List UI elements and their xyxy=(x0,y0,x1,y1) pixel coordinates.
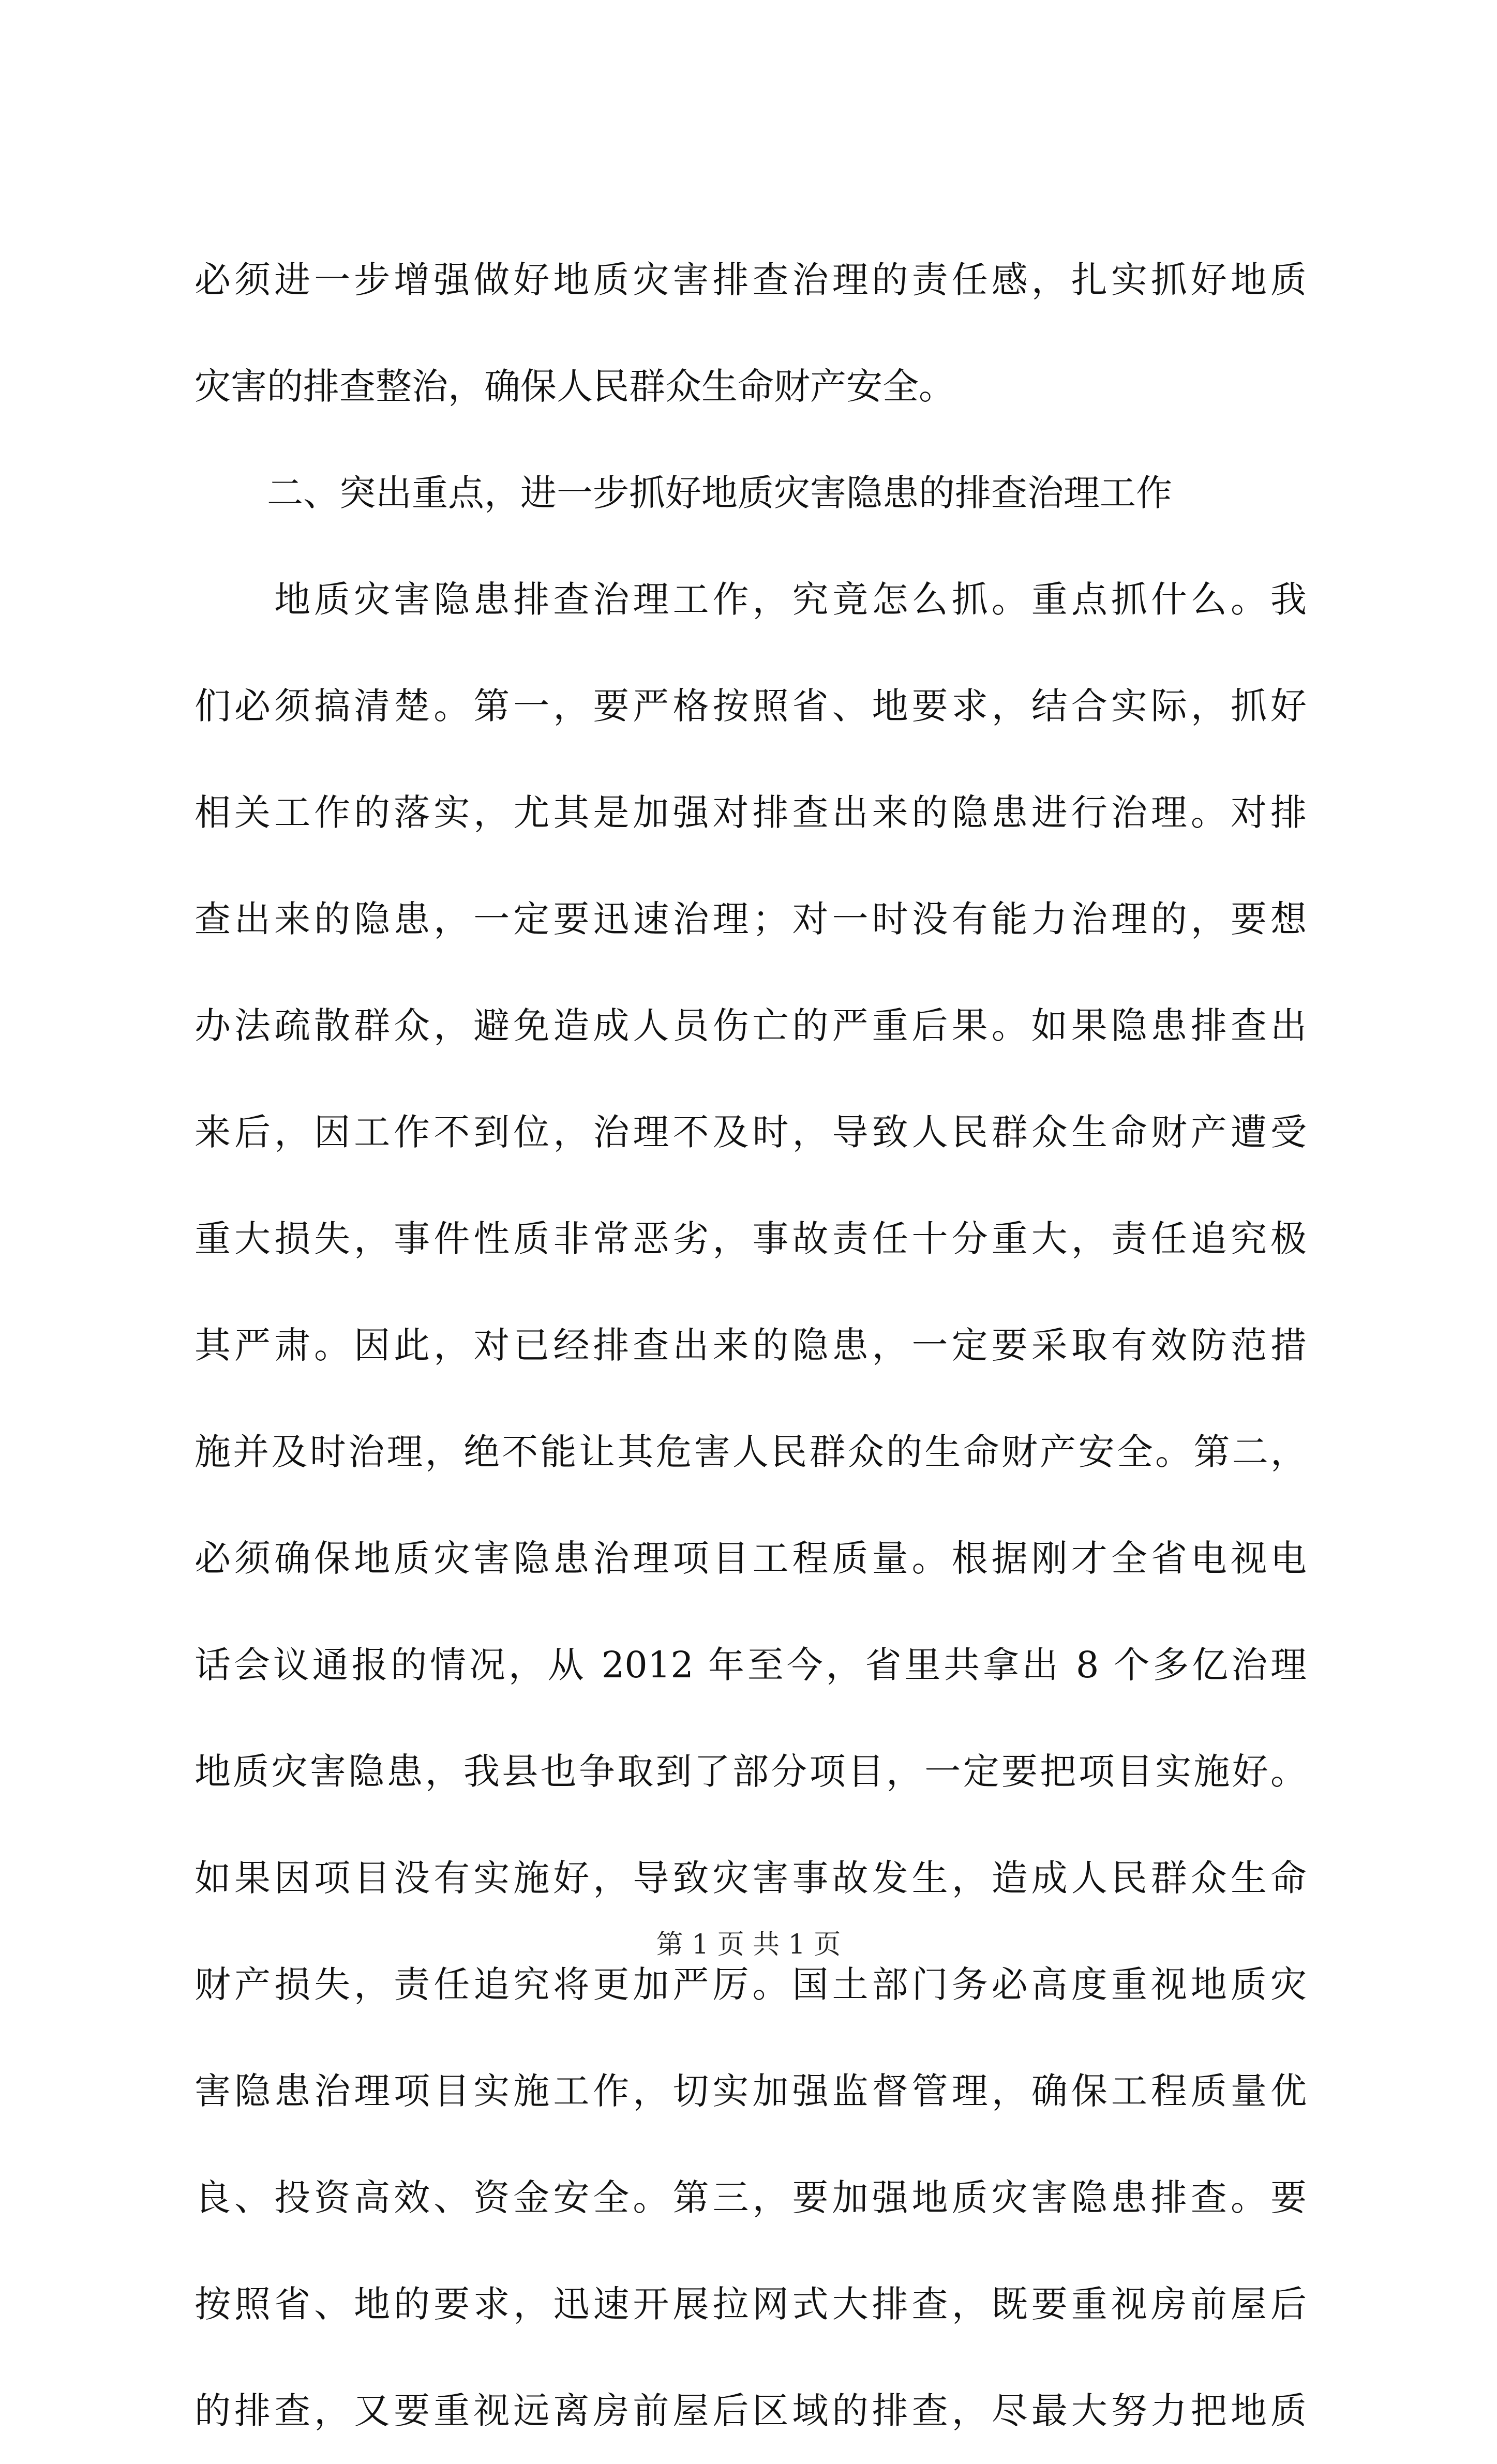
text-line: 话会议通报的情况，从 2012 年至今，省里共拿出 8 个多亿治理 xyxy=(194,1644,1307,1686)
text-line: 按照省、地的要求，迅速开展拉网式大排查，既要重视房前屋后 xyxy=(194,2283,1307,2325)
text-line: 办法疏散群众，避免造成人员伤亡的严重后果。如果隐患排查出 xyxy=(194,1004,1307,1047)
text-line: 施并及时治理，绝不能让其危害人民群众的生命财产安全。第二， xyxy=(194,1431,1307,1473)
text-line: 地质灾害隐患排查治理工作，究竟怎么抓。重点抓什么。我 xyxy=(194,578,1307,621)
document-body xyxy=(194,227,1307,2464)
text-line: 重大损失，事件性质非常恶劣，事故责任十分重大，责任追究极 xyxy=(194,1218,1307,1260)
text-line: 查出来的隐患，一定要迅速治理；对一时没有能力治理的，要想 xyxy=(194,898,1307,940)
page-footer: 第 1 页 共 1 页 xyxy=(656,1929,841,1960)
text-line: 必须进一步增强做好地质灾害排查治理的责任感，扎实抓好地质 xyxy=(194,259,1307,301)
text-line: 相关工作的落实，尤其是加强对排查出来的隐患进行治理。对排 xyxy=(194,791,1307,834)
text-line: 来后，因工作不到位，治理不及时，导致人民群众生命财产遭受 xyxy=(194,1111,1307,1153)
text-line: 的排查，又要重视远离房前屋后区域的排查，尽最大努力把地质 xyxy=(194,2390,1307,2432)
text-line: 们必须搞清楚。第一，要严格按照省、地要求，结合实际，抓好 xyxy=(194,685,1307,727)
text-line: 必须确保地质灾害隐患治理项目工程质量。根据刚才全省电视电 xyxy=(194,1537,1307,1580)
text-line: 害隐患治理项目实施工作，切实加强监督管理，确保工程质量优 xyxy=(194,2070,1307,2112)
text-line: 良、投资高效、资金安全。第三，要加强地质灾害隐患排查。要 xyxy=(194,2176,1307,2219)
text-line: 如果因项目没有实施好，导致灾害事故发生，造成人民群众生命 xyxy=(194,1857,1307,1899)
text-line: 其严肃。因此，对已经排查出来的隐患，一定要采取有效防范措 xyxy=(194,1324,1307,1366)
section-heading: 二、突出重点，进一步抓好地质灾害隐患的排查治理工作 xyxy=(194,472,1172,514)
text-line: 地质灾害隐患，我县也争取到了部分项目，一定要把项目实施好。 xyxy=(194,1750,1307,1793)
text-line: 灾害的排查整治，确保人民群众生命财产安全。 xyxy=(194,365,955,408)
text-line: 财产损失，责任追究将更加严厉。国土部门务必高度重视地质灾 xyxy=(194,1963,1307,2006)
